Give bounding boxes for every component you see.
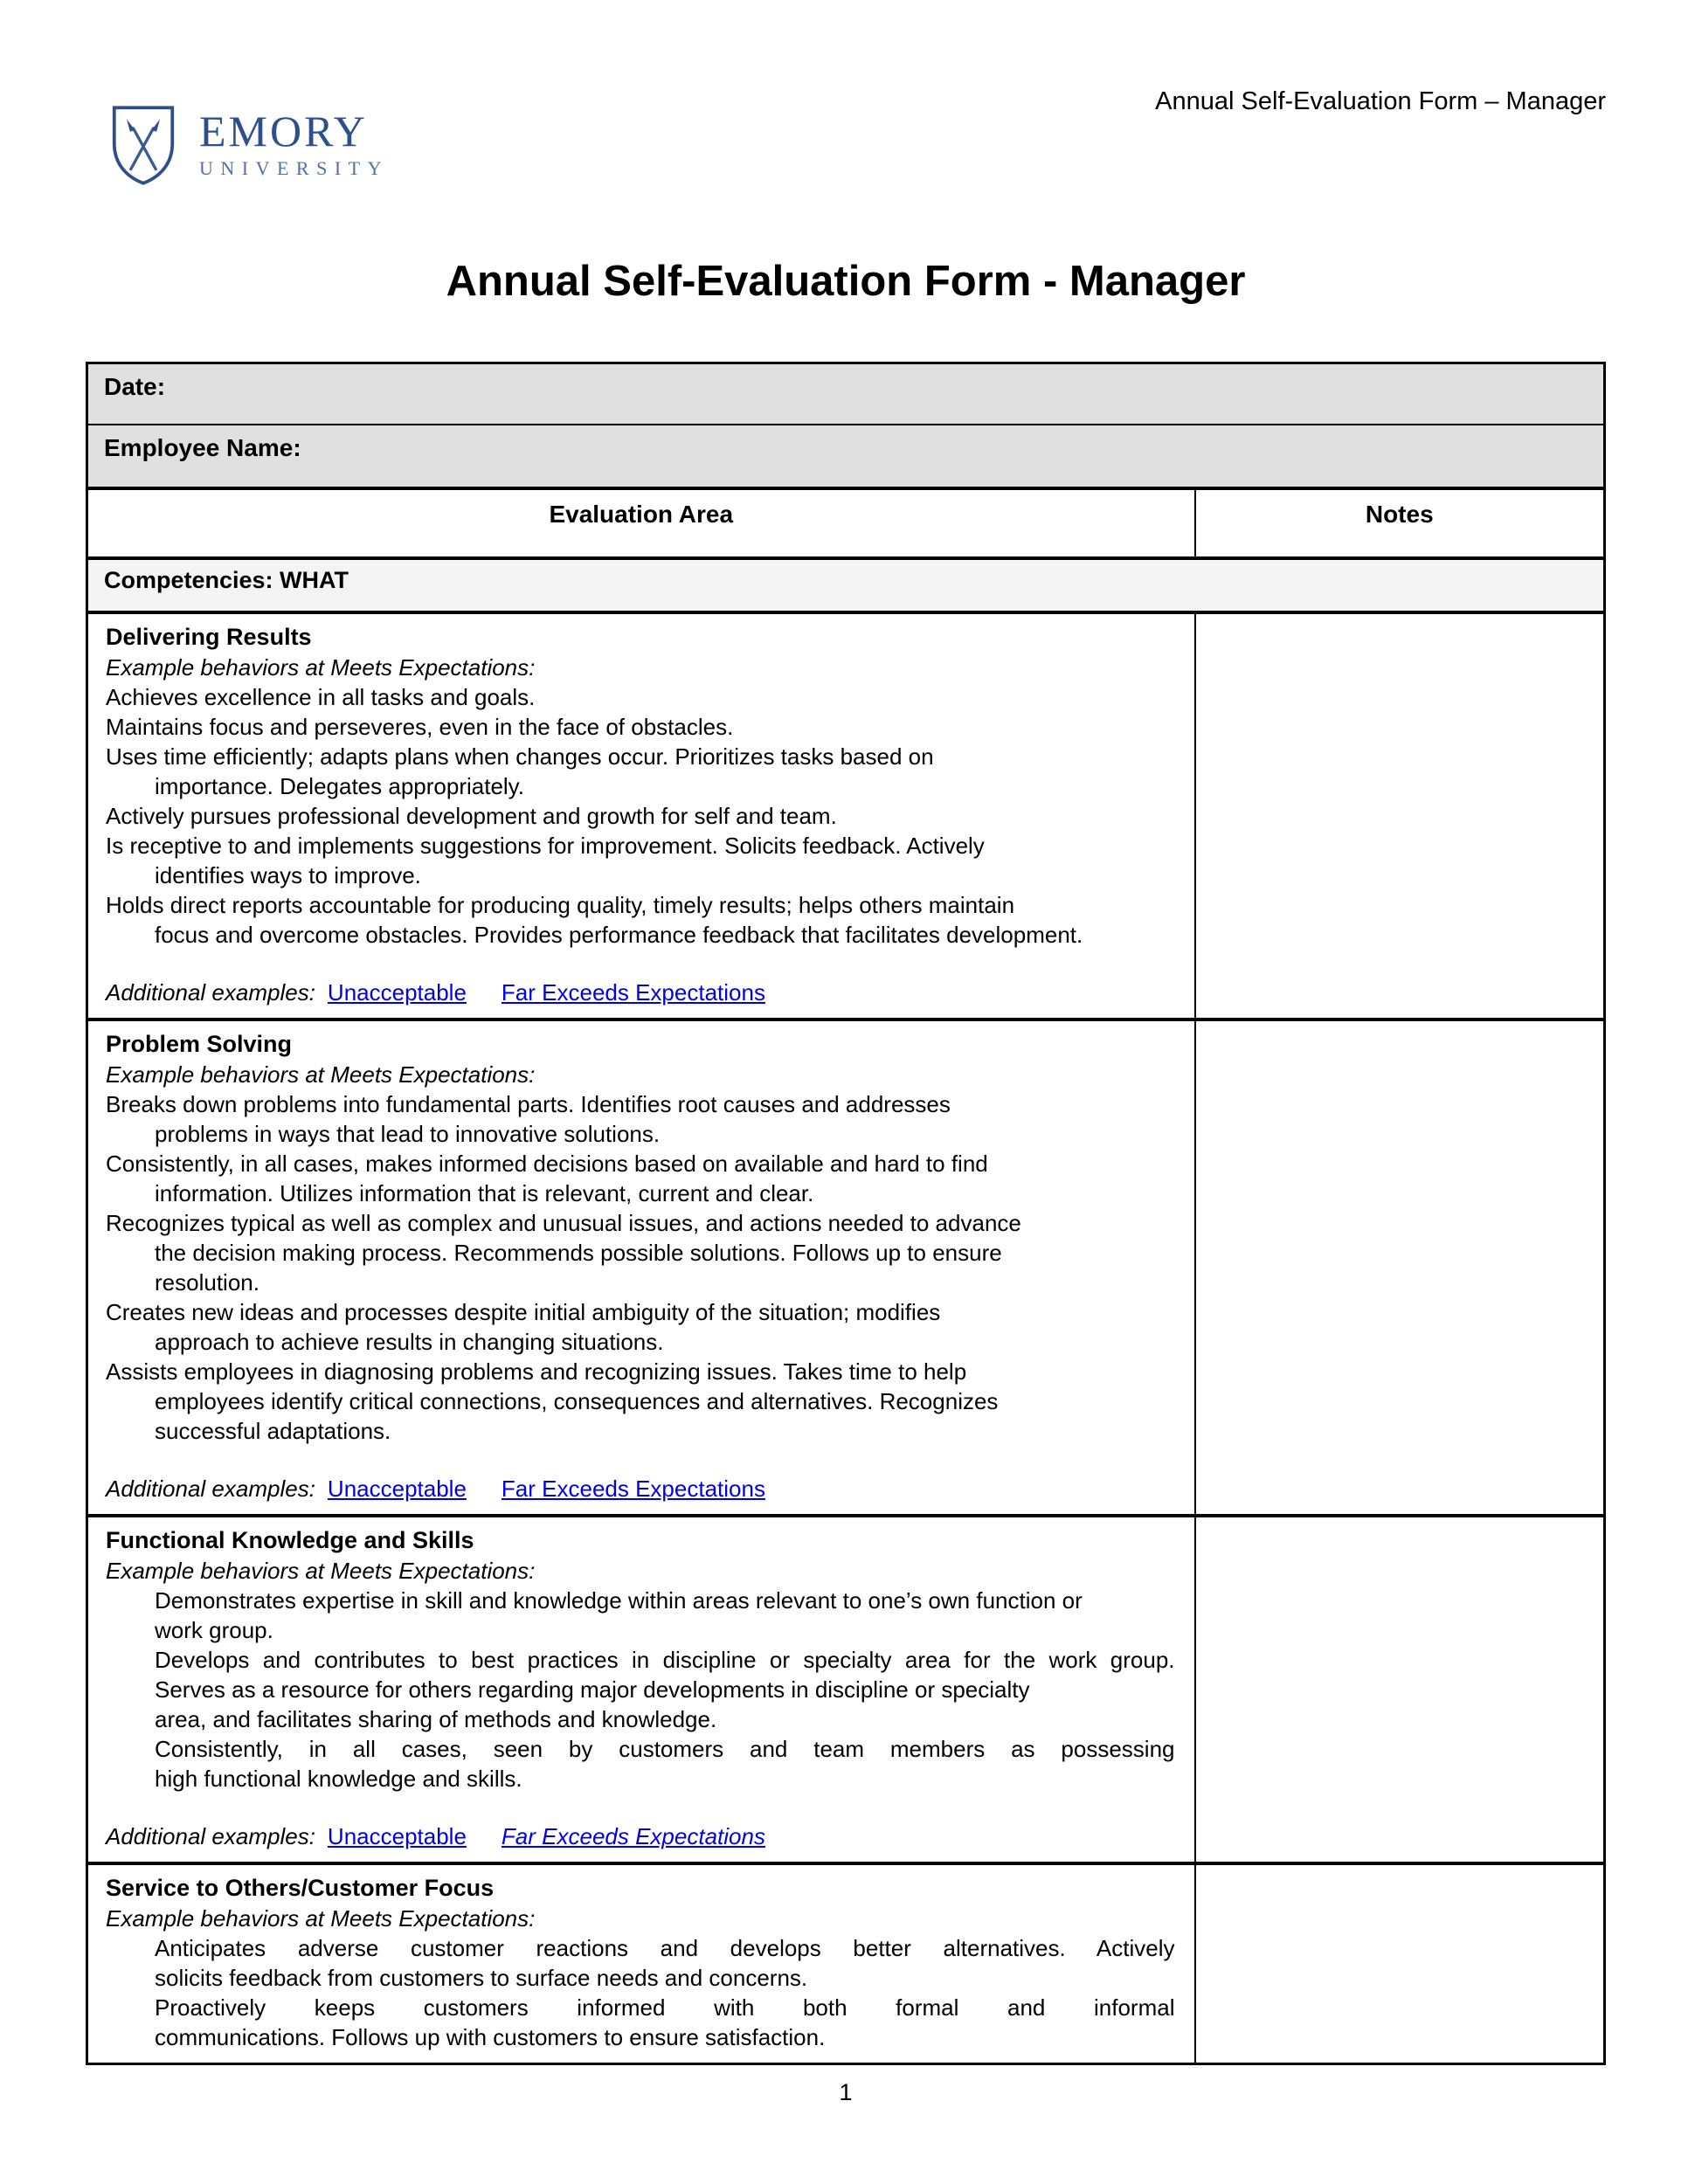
behavior-line: Serves as a resource for others regarding major developments in discipline or specialty bbox=[155, 1676, 1030, 1703]
evaluation-cell-problem-solving bbox=[87, 1019, 1195, 1516]
emory-logo bbox=[110, 103, 1606, 191]
behavior-line: employees identify critical connections, consequences and alternatives. Recognizes bbox=[155, 1388, 999, 1414]
section-subheading: Example behaviors at Meets Expectations: bbox=[106, 1905, 536, 1932]
behavior-line: Develops and contributes to best practices in discipline or specialty area for the work group. bbox=[155, 1647, 1175, 1673]
logo-wordmark bbox=[199, 108, 389, 180]
evaluation-area-header: Evaluation Area bbox=[87, 488, 1195, 558]
employee-name-row bbox=[87, 425, 1605, 488]
behavior-line: Actively pursues professional development and growth for self and team. bbox=[106, 803, 837, 829]
behavior-line: identifies ways to improve. bbox=[155, 862, 421, 888]
section-subheading: Example behaviors at Meets Expectations: bbox=[106, 654, 536, 681]
section-row-functional-knowledge-and-skills bbox=[87, 1516, 1605, 1863]
additional-example-link-unacceptable[interactable]: Unacceptable bbox=[327, 979, 467, 1006]
behavior-line: Holds direct reports accountable for producing quality, timely results; helps others maintain bbox=[106, 892, 1015, 918]
notes-header: Notes bbox=[1195, 488, 1605, 558]
additional-example-link-far-exceeds-expectations[interactable]: Far Exceeds Expectations bbox=[501, 979, 765, 1006]
behavior-line: Creates new ideas and processes despite initial ambiguity of the situation; modifies bbox=[106, 1299, 941, 1325]
behavior-line: focus and overcome obstacles. Provides performance feedback that facilitates development. bbox=[155, 922, 1083, 948]
behavior-line: Recognizes typical as well as complex and unusual issues, and actions needed to advance bbox=[106, 1210, 1021, 1236]
section-subheading: Example behaviors at Meets Expectations: bbox=[106, 1061, 536, 1088]
evaluation-cell-service-to-others-customer-focus bbox=[87, 1863, 1195, 2064]
logo-university-text: UNIVERSITY bbox=[199, 157, 389, 179]
page-header bbox=[86, 0, 1606, 217]
additional-example-link-unacceptable[interactable]: Unacceptable bbox=[327, 1823, 467, 1849]
behavior-line: area, and facilitates sharing of methods and knowledge. bbox=[155, 1706, 717, 1732]
notes-cell-problem-solving bbox=[1195, 1019, 1605, 1516]
notes-cell-service-to-others-customer-focus bbox=[1195, 1863, 1605, 2064]
behavior-line: resolution. bbox=[155, 1269, 259, 1296]
section-heading: Delivering Results bbox=[106, 624, 312, 650]
behavior-line: high functional knowledge and skills. bbox=[155, 1766, 522, 1792]
sections-body bbox=[87, 612, 1605, 2064]
behavior-line: information. Utilizes information that is relevant, current and clear. bbox=[155, 1180, 814, 1206]
behavior-line: solicits feedback from customers to surface needs and concerns. bbox=[155, 1965, 808, 1991]
section-row-delivering-results bbox=[87, 612, 1605, 1019]
behavior-line: Maintains focus and perseveres, even in the face of obstacles. bbox=[106, 714, 734, 740]
behavior-line: Proactively keeps customers informed with both formal and informal bbox=[155, 1994, 1175, 2021]
employee-name-label[interactable]: Employee Name: bbox=[87, 425, 1605, 488]
section-subheading: Example behaviors at Meets Expectations: bbox=[106, 1558, 536, 1584]
additional-examples bbox=[106, 978, 1175, 1007]
behavior-line: communications. Follows up with customers to ensure satisfaction. bbox=[155, 2024, 826, 2050]
column-header-row bbox=[87, 488, 1605, 558]
behavior-line: approach to achieve results in changing situations. bbox=[155, 1329, 664, 1355]
notes-cell-delivering-results bbox=[1195, 612, 1605, 1019]
additional-examples-label: Additional examples: bbox=[106, 979, 315, 1006]
behavior-line: importance. Delegates appropriately. bbox=[155, 773, 524, 799]
behavior-line: Anticipates adverse customer reactions and develops better alternatives. Actively bbox=[155, 1935, 1175, 1961]
evaluation-cell-delivering-results bbox=[87, 612, 1195, 1019]
page-number: 1 bbox=[839, 2079, 853, 2105]
behavior-line: the decision making process. Recommends possible solutions. Follows up to ensure bbox=[155, 1240, 1002, 1266]
section-heading: Service to Others/Customer Focus bbox=[106, 1875, 495, 1901]
section-row-service-to-others-customer-focus bbox=[87, 1863, 1605, 2064]
competencies-header: Competencies: WHAT bbox=[87, 558, 1605, 612]
additional-examples bbox=[106, 1474, 1175, 1503]
competencies-header-row bbox=[87, 558, 1605, 612]
running-header: Annual Self-Evaluation Form – Manager bbox=[1155, 87, 1606, 115]
behavior-line: Is receptive to and implements suggestions for improvement. Solicits feedback. Actively bbox=[106, 833, 985, 859]
behavior-line: Consistently, in all cases, seen by customers and team members as possessing bbox=[155, 1736, 1175, 1762]
behavior-line: Consistently, in all cases, makes informed decisions based on available and hard to find bbox=[106, 1151, 988, 1177]
additional-example-link-unacceptable[interactable]: Unacceptable bbox=[327, 1476, 467, 1502]
behavior-line: Assists employees in diagnosing problems and recognizing issues. Takes time to help bbox=[106, 1358, 967, 1385]
evaluation-form-table bbox=[86, 362, 1606, 2065]
notes-cell-functional-knowledge-and-skills bbox=[1195, 1516, 1605, 1863]
section-row-problem-solving bbox=[87, 1019, 1605, 1516]
additional-examples bbox=[106, 1821, 1175, 1851]
emory-shield-icon bbox=[110, 103, 176, 191]
logo-emory-text: EMORY bbox=[199, 107, 368, 156]
evaluation-cell-functional-knowledge-and-skills bbox=[87, 1516, 1195, 1863]
behavior-line: Demonstrates expertise in skill and knowledge within areas relevant to one’s own function or bbox=[155, 1587, 1083, 1614]
additional-examples-label: Additional examples: bbox=[106, 1476, 315, 1502]
page-title: Annual Self-Evaluation Form - Manager bbox=[446, 258, 1246, 305]
behavior-line: problems in ways that lead to innovative solutions. bbox=[155, 1121, 661, 1147]
date-row bbox=[87, 363, 1605, 425]
section-heading: Functional Knowledge and Skills bbox=[106, 1527, 474, 1553]
additional-example-link-far-exceeds-expectations[interactable]: Far Exceeds Expectations bbox=[501, 1476, 765, 1502]
behavior-line: successful adaptations. bbox=[155, 1418, 391, 1444]
additional-examples-label: Additional examples: bbox=[106, 1823, 315, 1849]
section-heading: Problem Solving bbox=[106, 1031, 293, 1057]
additional-example-link-far-exceeds-expectations[interactable]: Far Exceeds Expectations bbox=[501, 1823, 765, 1849]
behavior-line: Uses time efficiently; adapts plans when changes occur. Prioritizes tasks based on bbox=[106, 743, 934, 770]
behavior-line: Achieves excellence in all tasks and goals. bbox=[106, 684, 536, 710]
date-label[interactable]: Date: bbox=[87, 363, 1605, 425]
behavior-line: Breaks down problems into fundamental parts. Identifies root causes and addresses bbox=[106, 1091, 951, 1117]
behavior-line: work group. bbox=[155, 1617, 273, 1643]
